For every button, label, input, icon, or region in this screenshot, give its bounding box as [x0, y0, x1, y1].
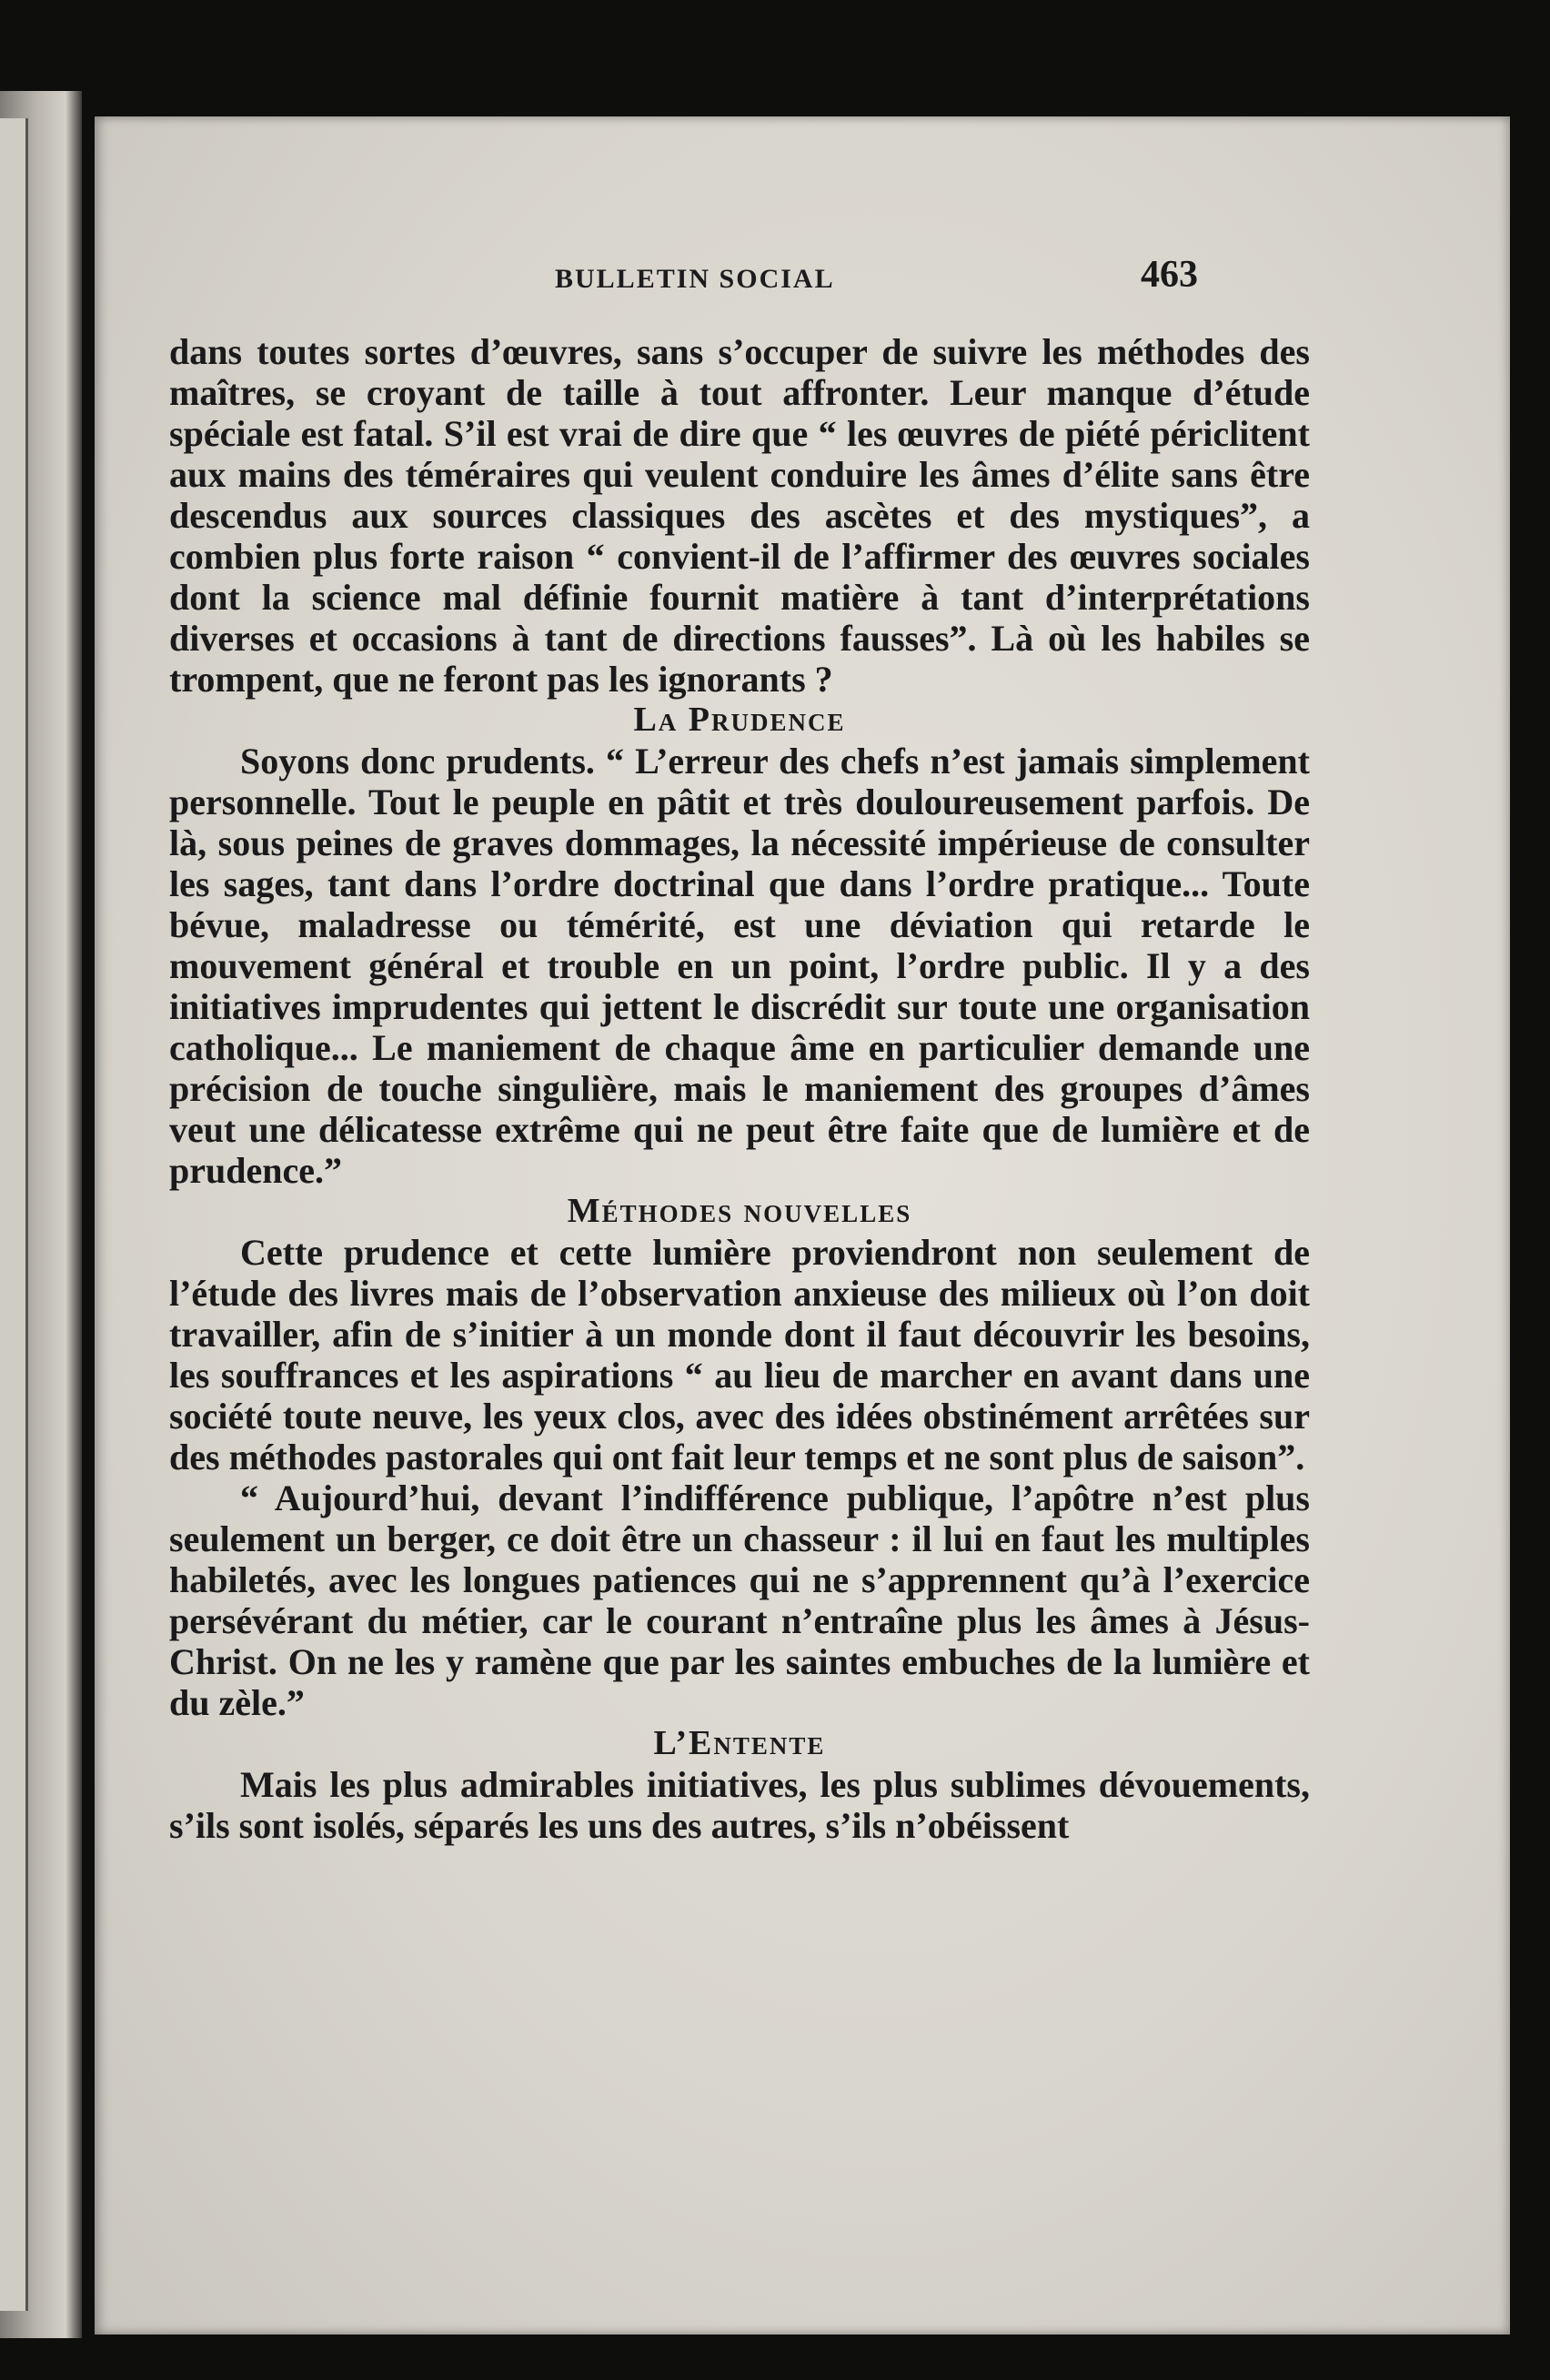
section-heading-methodes-nouvelles: Méthodes nouvelles [567, 1192, 912, 1230]
running-head: BULLETIN SOCIAL [555, 264, 835, 294]
paragraph-1: dans toutes sortes d’œuvres, sans s’occuper de suivre les méthodes des maîtres, se croyant de taille à tout affronter. Leur manque d’étude spéciale est fatal. S’il est vrai de dire que “ les œuvres de piété périclitent aux mains des téméraires qui veulent conduire les âmes d’élite sans être descendus aux sources classiques des ascètes et des mystiques”, a combien plus forte raison “ convient-il de l’affirmer des œuvres sociales dont la science mal définie fournit matière à tant d’interprétations diverses et occasions à tant de directions fausses”. Là où les habiles se trompent, que ne feront pas les ignorants ? [169, 331, 1310, 700]
paragraph-3: Cette prudence et cette lumière proviendront non seulement de l’étude des livres mais de l’observation anxieuse des milieux où l’on doit travailler, afin de s’initier à un monde dont il faut découvrir les besoins, les souffrances et les aspirations “ au lieu de marcher en avant dans une société toute neuve, les yeux clos, avec des idées obstinément arrêtées sur des méthodes pastorales qui ont fait leur temps et ne sont plus de saison”. [169, 1232, 1310, 1477]
paragraph-5: Mais les plus admirables initiatives, les plus sublimes dévouements, s’ils sont isolés, séparés les uns des autres, s’ils n’obéissent [169, 1764, 1310, 1846]
section-heading-l-entente: L’Entente [653, 1724, 826, 1762]
paragraph-4: “ Aujourd’hui, devant l’indifférence publique, l’apôtre n’est plus seulement un berger, ce doit être un chasseur : il lui en faut les multiples habiletés, avec les longues patiences qui ne s’apprennent qu’à l’exercice persévérant du métier, car le courant n’entraîne plus les âmes à Jésus-Christ. On ne les y ramène que par les saintes embuches de la lumière et du zèle.” [169, 1477, 1310, 1723]
section-heading-la-prudence: La Prudence [633, 701, 846, 739]
paragraph-2: Soyons donc prudents. “ L’erreur des chefs n’est jamais simplement personnelle. Tout le peuple en pâtit et très douloureusement parfois. De là, sous peines de graves dommages, la nécessité impérieuse de consulter les sages, tant dans l’ordre doctrinal que dans l’ordre pratique... Toute bévue, maladresse ou témérité, est une déviation qui retarde le mouvement général et trouble en un point, l’ordre public. Il y a des initiatives imprudentes qui jettent le discrédit sur toute une organisation catholique... Le maniement de chaque âme en particulier demande une précision de touche singulière, mais le maniement des groupes d’âmes veut une délicatesse extrême qui ne peut être faite que de lumière et de prudence.” [169, 741, 1310, 1191]
left-page-strip [0, 118, 28, 2311]
page-body [169, 331, 1310, 1846]
page-number: 463 [1141, 254, 1198, 296]
